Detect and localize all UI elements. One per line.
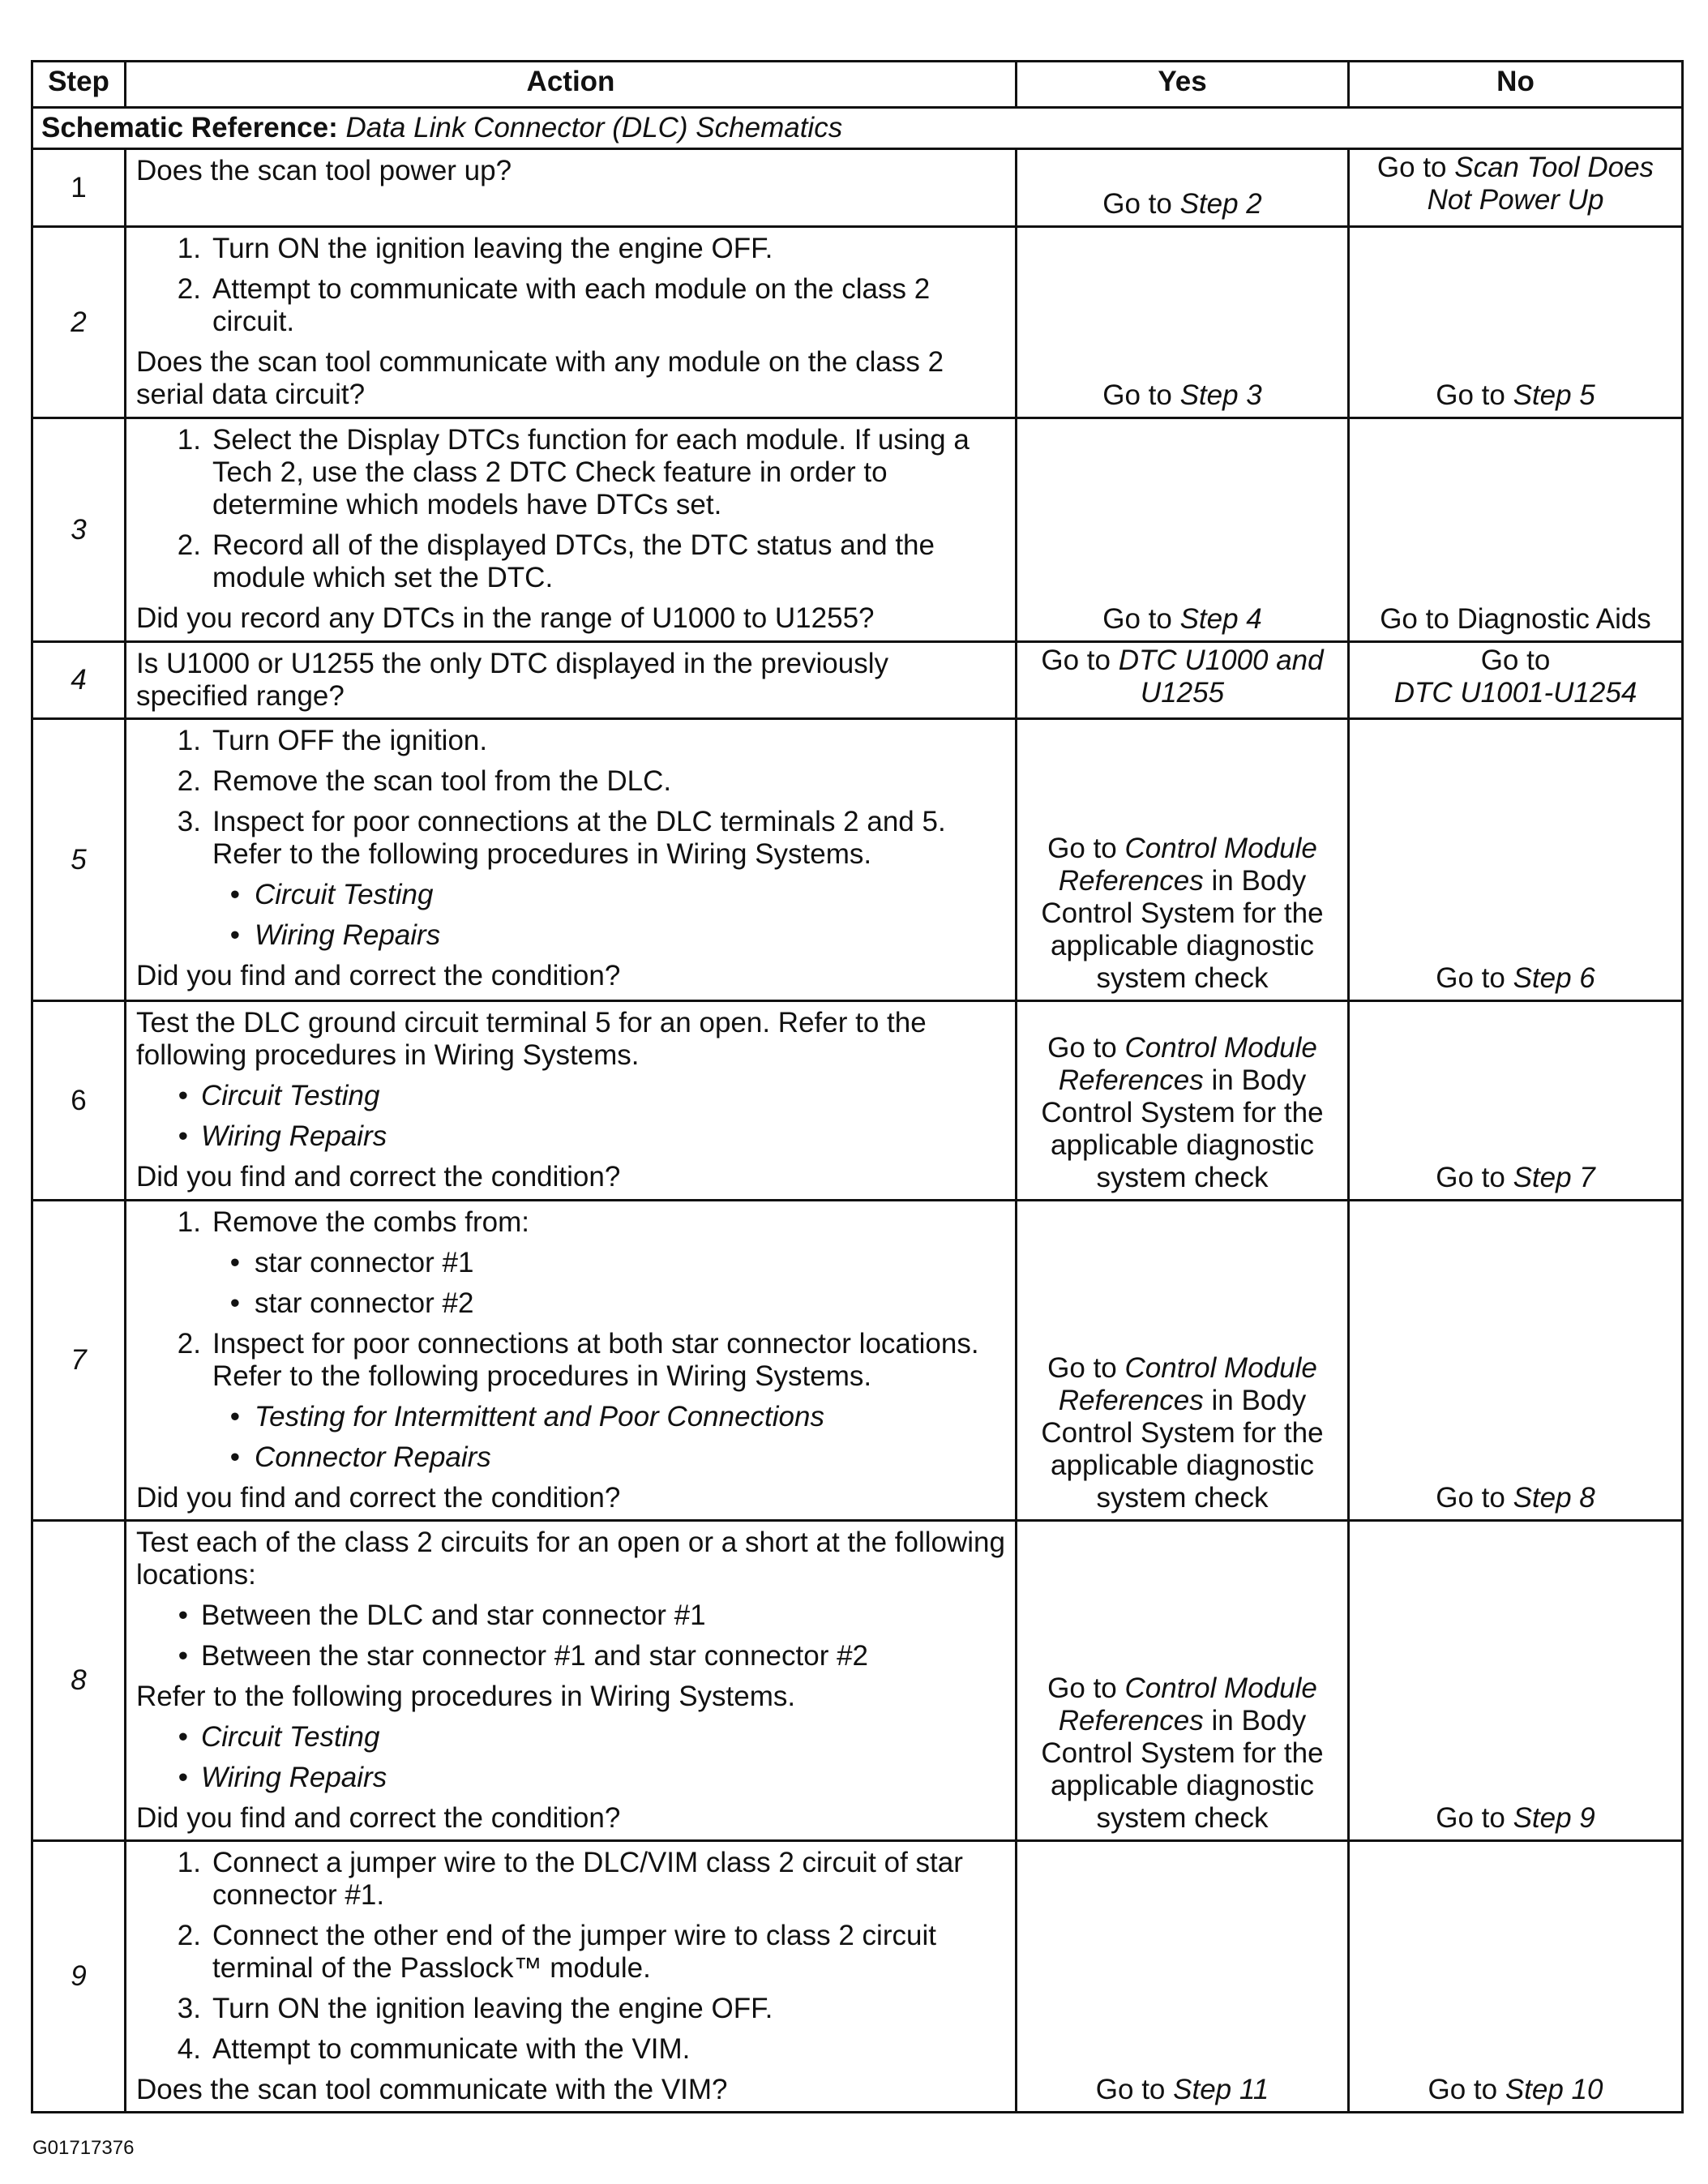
action-cell: [126, 1841, 1017, 2113]
yes-cell: Go to Step 3: [1017, 227, 1349, 418]
schematic-label: Schematic Reference:: [41, 112, 338, 143]
yes-link: Control Module References: [1058, 1352, 1317, 1416]
yes-link: Step 4: [1179, 603, 1262, 635]
action-cell: [126, 149, 1017, 227]
yes-cell: Go to Step 4: [1017, 418, 1349, 642]
action-item: 2. Remove the scan tool from the DLC.: [177, 765, 672, 797]
question: Did you record any DTCs in the range of U1000 to U1255?: [136, 602, 875, 634]
sub-bullet: • star connector #2: [229, 1287, 474, 1319]
no-cell: [1349, 418, 1683, 642]
step-number: 3: [32, 418, 126, 642]
table-row: [32, 418, 1683, 642]
action-cell: [126, 418, 1017, 642]
action-cell: [126, 1521, 1017, 1841]
question: Did you find and correct the condition?: [136, 1161, 621, 1193]
no-cell: Go to Step 10: [1349, 1841, 1683, 2113]
procedure-bullet: • Circuit Testing: [229, 879, 434, 910]
action-item: 4. Attempt to communicate with the VIM.: [177, 2033, 691, 2065]
action-item: 2. Connect the other end of the jumper wire to class 2 circuit terminal of the Passlock™ module.: [177, 1920, 936, 1984]
no-text: Go to Diagnostic Aids: [1380, 603, 1651, 635]
action-item: 2. Record all of the displayed DTCs, the DTC status and the module which set the DTC.: [177, 529, 935, 593]
table-row: [32, 1201, 1683, 1521]
location-bullet: • Between the star connector #1 and star connector #2: [178, 1640, 869, 1672]
no-link: Step 7: [1513, 1162, 1595, 1193]
sub-bullet: • star connector #1: [229, 1247, 474, 1278]
action-item: 2. Attempt to communicate with each module on the class 2 circuit.: [177, 273, 931, 337]
header-row: [32, 62, 1683, 108]
yes-cell: Go to Control Module References in Body Control System for the applicable diagnostic system check: [1017, 719, 1349, 1001]
question: Does the scan tool power up?: [136, 155, 512, 186]
step-number: 7: [32, 1201, 126, 1521]
step-number: 5: [32, 719, 126, 1001]
procedure-bullet: • Testing for Intermittent and Poor Connections: [229, 1401, 824, 1432]
action-cell: [126, 227, 1017, 418]
no-link: Scan Tool Does Not Power Up: [1427, 152, 1654, 216]
question: Did you find and correct the condition?: [136, 960, 621, 991]
step-number: 2: [32, 227, 126, 418]
action-item: 2. Inspect for poor connections at both star connector locations. Refer to the following procedures in Wiring Systems.: [177, 1328, 979, 1392]
header-step: Step: [32, 62, 126, 108]
yes-link: DTC U1000 and U1255: [1118, 644, 1324, 709]
schematic-reference-row: [32, 108, 1683, 149]
step-number: 6: [32, 1001, 126, 1201]
action-cell: [126, 719, 1017, 1001]
question: Does the scan tool communicate with the VIM?: [136, 2074, 728, 2105]
no-cell: Go to Step 5: [1349, 227, 1683, 418]
diagnostic-table: [31, 60, 1684, 2113]
action-item: 3. Inspect for poor connections at the DLC terminals 2 and 5. Refer to the following procedures in Wiring Systems.: [177, 806, 946, 870]
question: Did you find and correct the condition?: [136, 1482, 621, 1514]
step-number: 1: [32, 149, 126, 227]
action-intro: Test the DLC ground circuit terminal 5 for an open. Refer to the following procedures in Wiring Systems.: [136, 1007, 927, 1071]
no-link: DTC U1001-U1254: [1393, 677, 1637, 709]
yes-link: Control Module References: [1058, 1672, 1317, 1736]
action-item: 1. Turn ON the ignition leaving the engine OFF.: [177, 233, 773, 264]
action-item: 1. Turn OFF the ignition.: [177, 725, 488, 756]
yes-cell: Go to Step 11: [1017, 1841, 1349, 2113]
yes-cell: Go to Control Module References in Body Control System for the applicable diagnostic system check: [1017, 1201, 1349, 1521]
yes-prefix: Go to: [1102, 188, 1180, 220]
action-cell: [126, 642, 1017, 719]
refer-text: Refer to the following procedures in Wiring Systems.: [136, 1681, 796, 1712]
no-link: Step 5: [1513, 379, 1595, 411]
header-yes: Yes: [1017, 62, 1349, 108]
procedure-bullet: • Circuit Testing: [178, 1080, 380, 1111]
question: Is U1000 or U1255 the only DTC displayed in the previously specified range?: [136, 648, 888, 712]
header-no: No: [1349, 62, 1683, 108]
action-item: 1. Remove the combs from:: [177, 1206, 529, 1238]
schematic-reference: [32, 108, 1683, 149]
procedure-bullet: • Connector Repairs: [229, 1441, 491, 1473]
yes-link: Step 3: [1179, 379, 1262, 411]
no-cell: Go to Step 6: [1349, 719, 1683, 1001]
schematic-value: Data Link Connector (DLC) Schematics: [345, 112, 843, 143]
procedure-bullet: • Wiring Repairs: [229, 919, 441, 951]
no-cell: Go to Step 9: [1349, 1521, 1683, 1841]
table-row: [32, 149, 1683, 227]
yes-link: Control Module References: [1058, 1032, 1317, 1096]
question: Did you find and correct the condition?: [136, 1802, 621, 1834]
table-row: [32, 227, 1683, 418]
yes-link: Control Module References: [1058, 833, 1317, 897]
table-row: [32, 1841, 1683, 2113]
action-cell: [126, 1201, 1017, 1521]
yes-link: Step 2: [1179, 188, 1262, 220]
action-item: 3. Turn ON the ignition leaving the engine OFF.: [177, 1993, 773, 2024]
yes-cell: [1017, 149, 1349, 227]
yes-cell: Go to Control Module References in Body Control System for the applicable diagnostic system check: [1017, 1521, 1349, 1841]
table-row: [32, 1001, 1683, 1201]
no-cell: Go to DTC U1001-U1254: [1349, 642, 1683, 719]
no-link: Step 6: [1513, 962, 1595, 994]
step-number: 4: [32, 642, 126, 719]
question: Does the scan tool communicate with any module on the class 2 serial data circuit?: [136, 346, 944, 410]
table-row: [32, 1521, 1683, 1841]
action-item: 1. Connect a jumper wire to the DLC/VIM class 2 circuit of star connector #1.: [177, 1847, 963, 1911]
no-cell: Go to Step 8: [1349, 1201, 1683, 1521]
step-number: 9: [32, 1841, 126, 2113]
yes-link: Step 11: [1173, 2074, 1269, 2105]
step-number: 8: [32, 1521, 126, 1841]
table-row: [32, 642, 1683, 719]
action-item: 1. Select the Display DTCs function for each module. If using a Tech 2, use the class 2 DTC Check feature in order to determine which models have DTCs set.: [177, 424, 970, 520]
action-cell: [126, 1001, 1017, 1201]
no-link: Step 8: [1513, 1482, 1595, 1514]
table-row: [32, 719, 1683, 1001]
procedure-bullet: • Wiring Repairs: [178, 1120, 387, 1152]
action-intro: Test each of the class 2 circuits for an open or a short at the following locations:: [136, 1527, 1005, 1591]
yes-cell: Go to DTC U1000 and U1255: [1017, 642, 1349, 719]
location-bullet: • Between the DLC and star connector #1: [178, 1599, 706, 1631]
header-action: Action: [126, 62, 1017, 108]
figure-code: G01717376: [32, 2137, 135, 2159]
no-prefix: Go to: [1376, 152, 1455, 183]
no-cell: [1349, 149, 1683, 227]
procedure-bullet: • Wiring Repairs: [178, 1762, 387, 1793]
no-link: Step 10: [1505, 2074, 1603, 2105]
no-link: Step 9: [1513, 1802, 1595, 1834]
no-cell: Go to Step 7: [1349, 1001, 1683, 1201]
procedure-bullet: • Circuit Testing: [178, 1721, 380, 1753]
yes-cell: Go to Control Module References in Body Control System for the applicable diagnostic system check: [1017, 1001, 1349, 1201]
